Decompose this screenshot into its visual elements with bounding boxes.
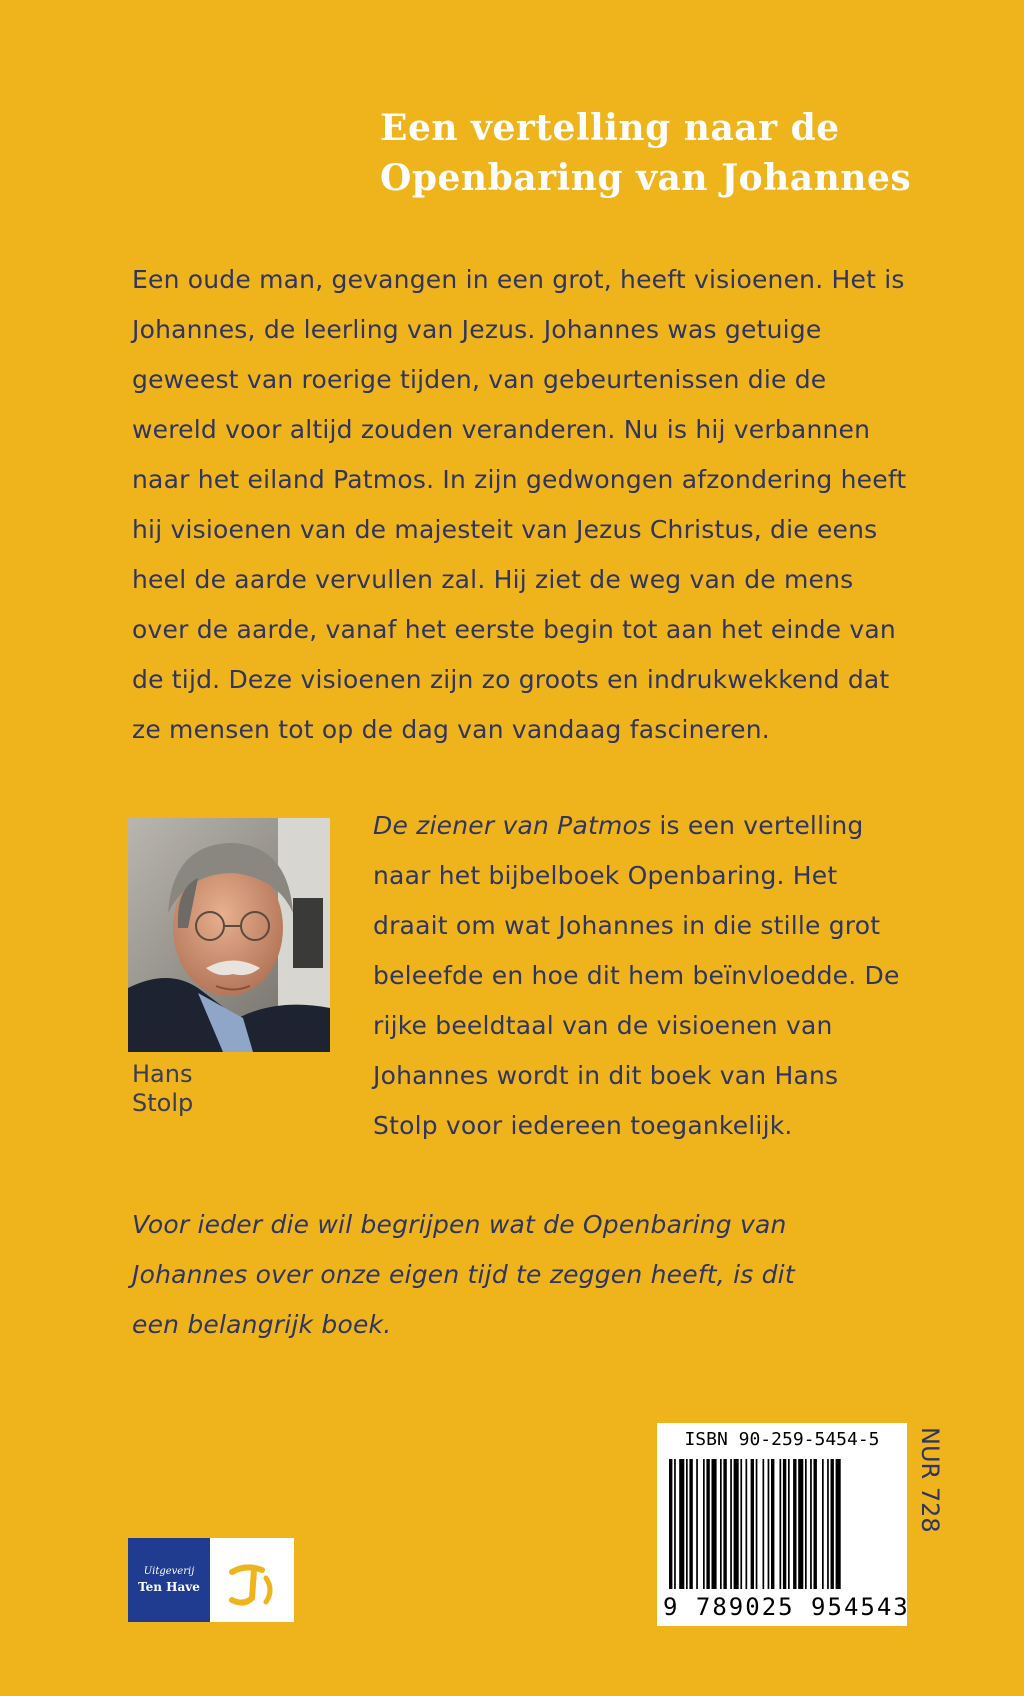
- barcode-bar: [805, 1459, 807, 1589]
- barcode-bar: [706, 1459, 709, 1589]
- publisher-logo: [128, 1538, 294, 1622]
- barcode-bar: [703, 1459, 705, 1589]
- barcode-bar: [712, 1459, 717, 1589]
- barcode-bar: [746, 1459, 748, 1589]
- barcode-digits: 9 789025 954543: [663, 1593, 910, 1621]
- blurb-line: de tijd. Deze visioenen zijn zo groots en indrukwekkend dat: [132, 665, 890, 694]
- barcode-bar: [669, 1459, 672, 1589]
- blurb-line: heel de aarde vervullen zal. Hij ziet de weg van de mens: [132, 565, 854, 594]
- author-last-name: Stolp: [132, 1089, 194, 1117]
- barcode-bar: [771, 1459, 774, 1589]
- headline-line-2: Openbaring van Johannes: [380, 157, 912, 199]
- barcode-bar: [798, 1459, 803, 1589]
- description-line: Stolp voor iedereen toegankelijk.: [373, 1111, 793, 1140]
- book-title: De ziener van Patmos: [373, 811, 652, 840]
- publisher-line-1: Uitgeverij: [143, 1566, 195, 1577]
- barcode-bars: [669, 1459, 895, 1589]
- description-line: [373, 801, 973, 851]
- description-line-rest: is een vertelling: [651, 811, 864, 840]
- barcode-bar: [740, 1459, 742, 1589]
- barcode-bar: [689, 1459, 692, 1589]
- barcode-bar: [723, 1459, 726, 1589]
- barcode-bar: [720, 1459, 722, 1589]
- description-line: naar het bijbelboek Openbaring. Het: [373, 861, 838, 890]
- barcode-bar: [768, 1459, 770, 1589]
- blurb-line: over de aarde, vanaf het eerste begin tot aan het einde van: [132, 615, 896, 644]
- barcode-bar: [734, 1459, 739, 1589]
- description-line: rijke beeldtaal van de visioenen van: [373, 1011, 833, 1040]
- blurb-line: Johannes, de leerling van Jezus. Johannes was getuige: [132, 315, 822, 344]
- barcode-bar: [686, 1459, 688, 1589]
- nur-code: NUR 728: [916, 1427, 944, 1533]
- barcode-bar: [674, 1459, 676, 1589]
- description-line: draait om wat Johannes in die stille grot: [373, 911, 881, 940]
- closing-paragraph: [132, 1200, 932, 1350]
- author-first-name: Hans: [132, 1060, 193, 1088]
- cover-headline: [380, 103, 980, 203]
- barcode-bar: [831, 1459, 834, 1589]
- description-line: Johannes wordt in dit boek van Hans: [373, 1061, 839, 1090]
- barcode-bar: [810, 1459, 812, 1589]
- description-paragraph: [373, 801, 973, 1151]
- barcode-bar: [780, 1459, 782, 1589]
- barcode-bar: [836, 1459, 841, 1589]
- barcode-bar: [751, 1459, 754, 1589]
- headline-line-1: Een vertelling naar de: [380, 107, 840, 149]
- publisher-line-2: Ten Have: [138, 1580, 200, 1594]
- blurb-line: naar het eiland Patmos. In zijn gedwongen afzondering heeft: [132, 465, 907, 494]
- blurb-line: Een oude man, gevangen in een grot, heeft visioenen. Het is: [132, 265, 905, 294]
- publisher-mark-icon: [210, 1538, 294, 1622]
- barcode-bar: [788, 1459, 790, 1589]
- barcode-bar: [696, 1459, 698, 1589]
- barcode-bar: [756, 1459, 758, 1589]
- author-caption: [132, 1060, 193, 1118]
- barcode-bar: [730, 1459, 732, 1589]
- author-photo: [128, 818, 330, 1052]
- barcode-bar: [827, 1459, 829, 1589]
- blurb-line: wereld voor altijd zouden veranderen. Nu is hij verbannen: [132, 415, 871, 444]
- closing-line: een belangrijk boek.: [132, 1310, 392, 1339]
- description-line: beleefde en hoe dit hem beïnvloedde. De: [373, 961, 900, 990]
- barcode-bar: [793, 1459, 796, 1589]
- closing-line: Voor ieder die wil begrijpen wat de Openbaring van: [132, 1210, 787, 1239]
- blurb-line: geweest van roerige tijden, van gebeurtenissen die de: [132, 365, 827, 394]
- barcode-bar: [783, 1459, 786, 1589]
- publisher-name-block: [128, 1538, 210, 1622]
- blurb-line: hij visioenen van de majesteit van Jezus Christus, die eens: [132, 515, 878, 544]
- barcode-bar: [763, 1459, 765, 1589]
- isbn-barcode: [657, 1423, 910, 1626]
- barcode-bar: [822, 1459, 824, 1589]
- blurb-line: ze mensen tot op de dag van vandaag fascineren.: [132, 715, 770, 744]
- barcode-bar: [814, 1459, 817, 1589]
- barcode-bar: [679, 1459, 684, 1589]
- isbn-label: ISBN 90-259-5454-5: [684, 1429, 880, 1450]
- blurb-paragraph: [132, 255, 932, 755]
- closing-line: Johannes over onze eigen tijd te zeggen heeft, is dit: [132, 1260, 795, 1289]
